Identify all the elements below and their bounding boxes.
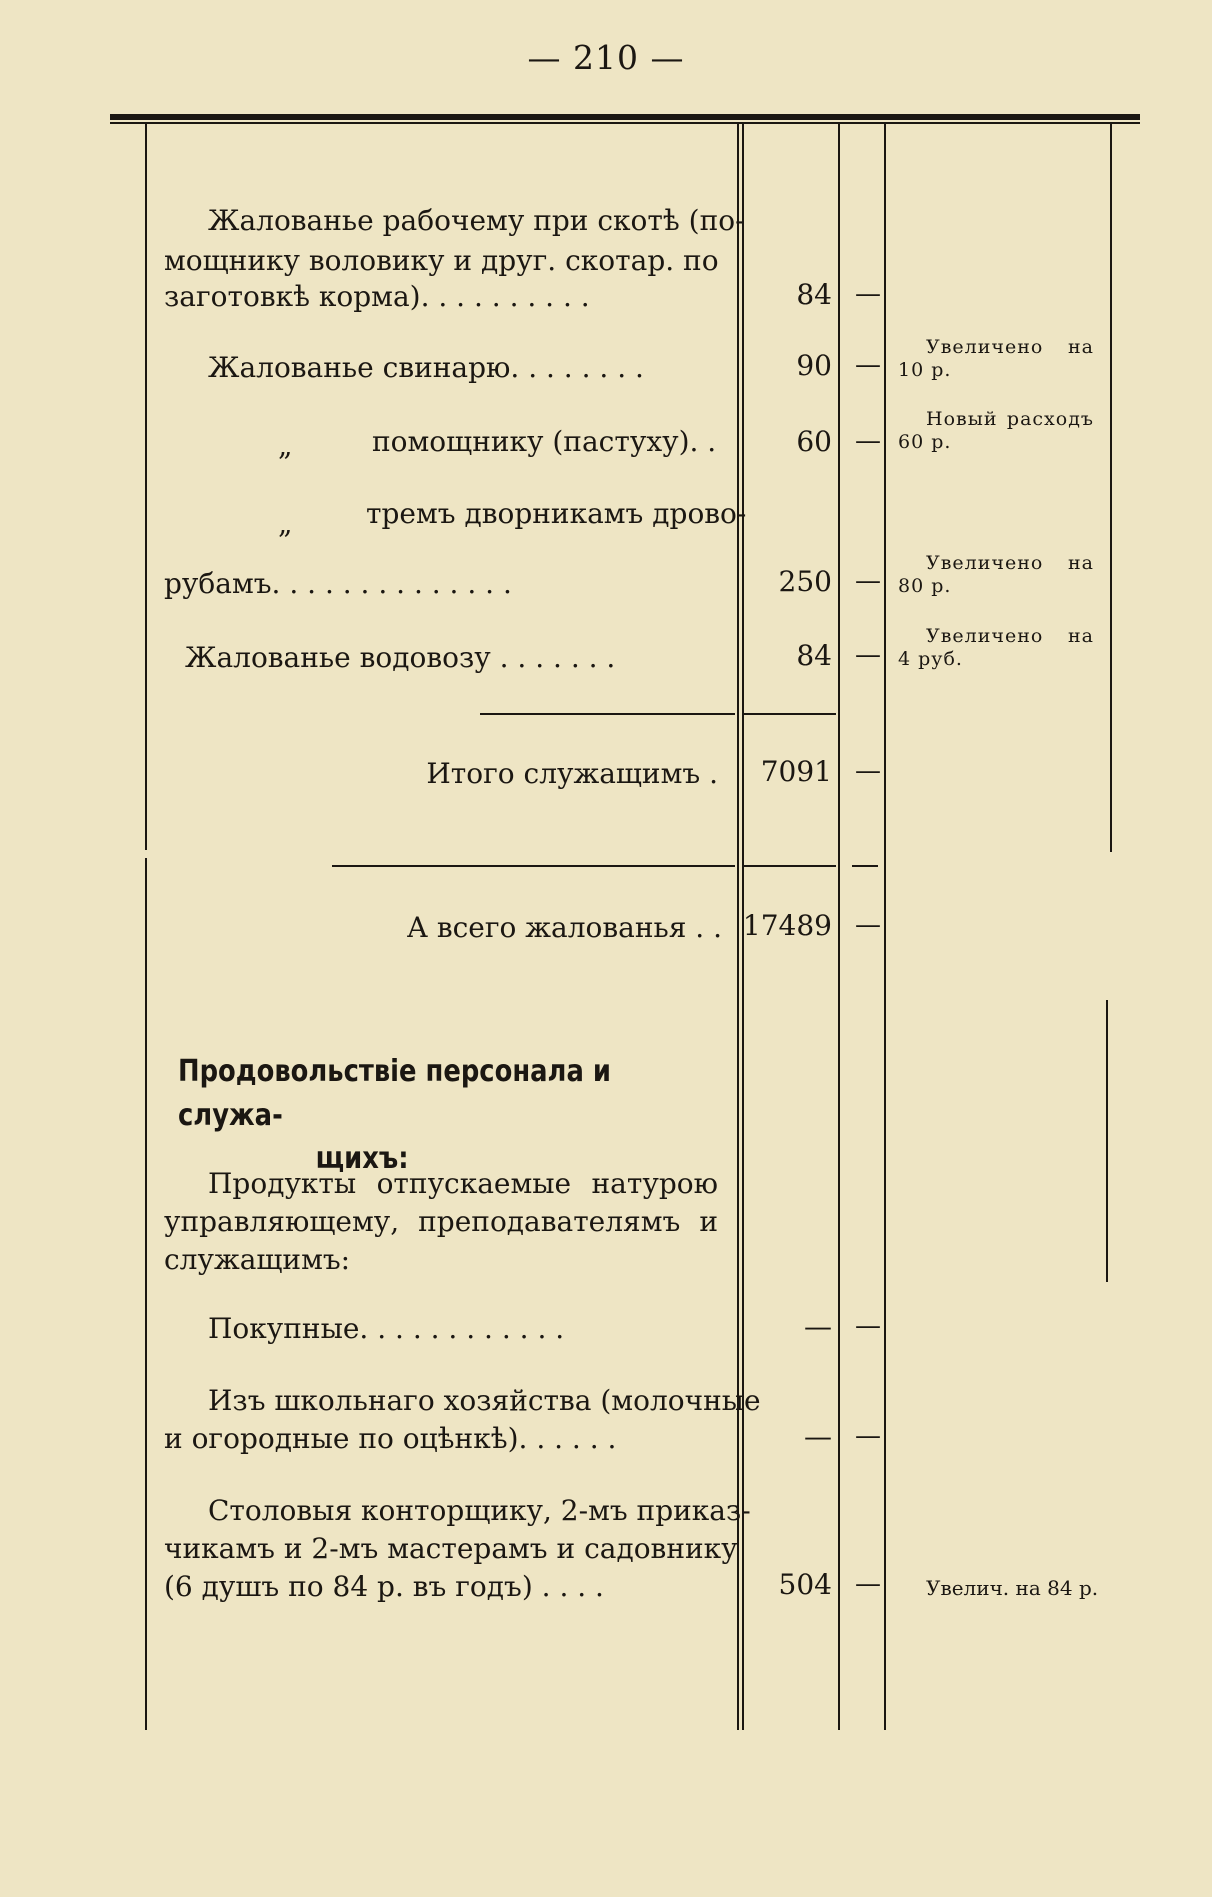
row-2-note [898,336,1094,382]
row-5-note-line-2: 4 руб. [898,647,963,670]
row-4-note-word: Увеличено [926,552,1044,574]
row-1-amount: 84 [796,278,832,311]
column-line-left [145,124,147,850]
row-3-amount: 60 [796,425,832,458]
row-4-dash: — [855,566,881,596]
total-rule-amount [744,865,836,867]
row-2-note-line-2: 10 р. [898,358,952,381]
item-3-line-3: (6 душъ по 84 р. въ годъ) . . . . [164,1570,604,1603]
row-2-dash: — [855,350,881,380]
item-3-note: Увелич. на 84 р. [926,1576,1099,1600]
item-2-line-1: Изъ школьнаго хозяйства (молочные [208,1384,761,1417]
row-5-amount: 84 [796,639,832,672]
products-paragraph-text: Продукты отпускаемые натурою управляющему, преподавателямъ и служащимъ: [164,1167,718,1276]
item-1-dash: — [855,1311,881,1341]
subtotal-rule-text [480,713,735,715]
subtotal-dash: — [855,756,881,786]
item-1-amount: — [804,1310,832,1343]
item-3-line-2: чикамъ и 2-мъ мастерамъ и садовнику [164,1532,738,1565]
row-4-line-2: рубамъ. . . . . . . . . . . . . . [164,567,512,600]
row-3-dash: — [855,426,881,456]
page-number: — 210 — [527,38,685,77]
item-1-text: Покупные. . . . . . . . . . . . [208,1312,565,1345]
column-line-amount-left [737,124,739,1730]
row-1-line-3: заготовкѣ корма). . . . . . . . . . [164,280,590,313]
row-4-line-1: тремъ дворникамъ дрово- [366,497,747,530]
total-rule-dash [852,865,878,867]
row-3-note-line-2: 60 р. [898,430,952,453]
row-5-note-word: Увеличено [926,625,1044,647]
row-4-amount: 250 [778,565,832,598]
row-5-dash: — [855,640,881,670]
row-4-quote: „ [278,507,293,540]
total-label: А всего жалованья . . [406,911,722,944]
section-heading [178,1050,642,1181]
row-3-note-word-2: расходъ [1006,408,1094,430]
total-amount: 17489 [742,909,832,942]
row-4-note-line-2: 80 р. [898,574,952,597]
products-paragraph [164,1165,718,1279]
subtotal-amount: 7091 [760,755,832,788]
column-line-amount-right [838,124,840,1730]
row-3-quote: „ [278,429,293,462]
total-rule-text [332,865,735,867]
column-line-left-lower [145,858,147,1730]
row-2-text: Жалованье свинарю. . . . . . . . [208,351,644,384]
row-3-text: помощнику (пастуху). . [372,425,717,458]
row-1-line-2: мощнику воловику и друг. скотар. по [164,244,719,277]
row-5-note [898,625,1094,671]
column-line-right [1110,124,1112,852]
row-5-note-word-2: на [1068,625,1094,647]
row-3-note-word: Новый [926,408,998,430]
row-3-note [898,408,1094,454]
item-2-line-2: и огородные по оцѣнкѣ). . . . . . [164,1422,617,1455]
row-4-note [898,552,1094,598]
section-heading-line-2: щихъ: [315,1141,409,1176]
row-2-note-word-2: на [1068,336,1094,358]
top-rule-thin [110,122,1140,124]
row-1-dash: — [855,279,881,309]
item-3-dash: — [855,1569,881,1599]
row-2-amount: 90 [796,349,832,382]
total-dash: — [855,910,881,940]
row-5-text: Жалованье водовозу . . . . . . . [185,641,616,674]
section-heading-line-1: Продовольствіе персонала и служа- [178,1054,611,1133]
item-2-amount: — [804,1420,832,1453]
subtotal-rule-amount [744,713,836,715]
item-3-amount: 504 [778,1568,832,1601]
row-4-note-word-2: на [1068,552,1094,574]
item-2-dash: — [855,1421,881,1451]
top-rule [110,114,1140,120]
subtotal-label: Итого служащимъ . [426,757,718,790]
column-line-right-lower [1106,1000,1108,1282]
row-2-note-word: Увеличено [926,336,1044,358]
item-3-line-1: Столовыя конторщику, 2-мъ приказ- [208,1494,751,1527]
row-1-line-1: Жалованье рабочему при скотѣ (по- [208,204,745,237]
